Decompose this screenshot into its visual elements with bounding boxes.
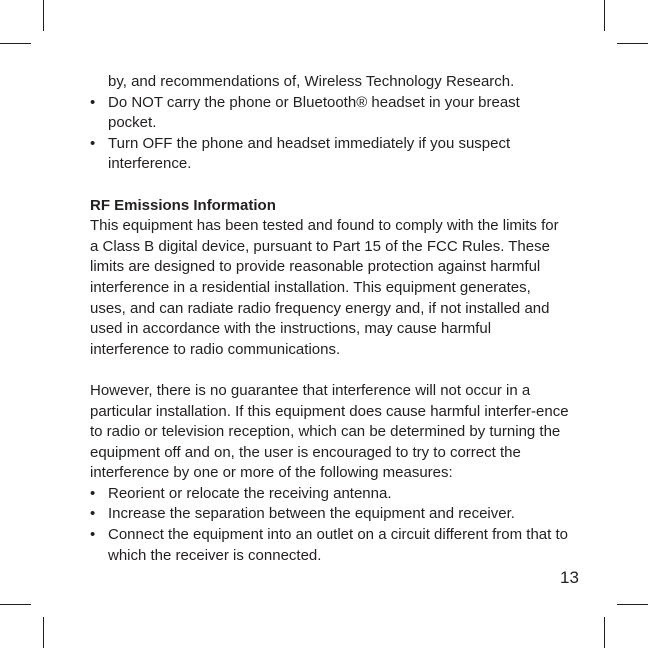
bullet-icon: • (90, 505, 96, 523)
crop-mark-bottom-right-vertical (604, 617, 605, 648)
rf-paragraph: This equipment has been tested and found to comply with the limits for a Class B digital device, pursuant to Part 15 of the FCC Rules. These limits are designed to provide reasonable protection against harmful interference in a residential installation. This equipment generates, uses, and can radiate radio frequency energy and, if not installed and used in accordance with the instructions, may cause harmful interference to radio communications. (90, 217, 559, 358)
crop-mark-bottom-right-horizontal (617, 604, 648, 605)
list-item (90, 134, 570, 175)
crop-mark-top-left-vertical (43, 0, 44, 31)
crop-mark-top-right-vertical (604, 0, 605, 31)
spacer (90, 360, 570, 381)
list-item (90, 93, 570, 134)
bullet-icon: • (90, 93, 96, 111)
bullet-icon: • (90, 526, 96, 544)
crop-mark-bottom-left-horizontal (0, 604, 31, 605)
bullet-list-measures (90, 484, 570, 566)
page-body (90, 72, 570, 566)
bullet-list-top (90, 93, 570, 175)
list-item (90, 484, 570, 505)
intro-continuation: by, and recommendations of, Wireless Technology Research. (108, 73, 515, 90)
list-item-text: Do NOT carry the phone or Bluetooth® headset in your breast pocket. (108, 93, 520, 132)
list-item-text: Reorient or relocate the receiving antenna. (108, 484, 392, 502)
bullet-icon: • (90, 484, 96, 502)
bullet-icon: • (90, 134, 96, 152)
list-item-text: Increase the separation between the equipment and receiver. (108, 505, 515, 523)
list-item-text: Connect the equipment into an outlet on a circuit different from that to which the receiver is connected. (108, 526, 568, 564)
list-item-text: Turn OFF the phone and headset immediately if you suspect interference. (108, 134, 511, 173)
crop-mark-top-left-horizontal (0, 43, 31, 44)
crop-mark-bottom-left-vertical (43, 617, 44, 648)
list-item (90, 504, 570, 525)
spacer (90, 175, 570, 196)
crop-mark-top-right-horizontal (617, 43, 648, 44)
page-number: 13 (560, 568, 579, 587)
list-item (90, 525, 570, 566)
however-paragraph: However, there is no guarantee that interference will not occur in a particular installation. If this equipment does cause harmful interfer-ence to radio or television reception, which can be determined by turning the equipment off and on, the user is encouraged to try to correct the interference by one or more of the following measures: (90, 381, 569, 482)
section-heading: RF Emissions Information (90, 196, 276, 214)
